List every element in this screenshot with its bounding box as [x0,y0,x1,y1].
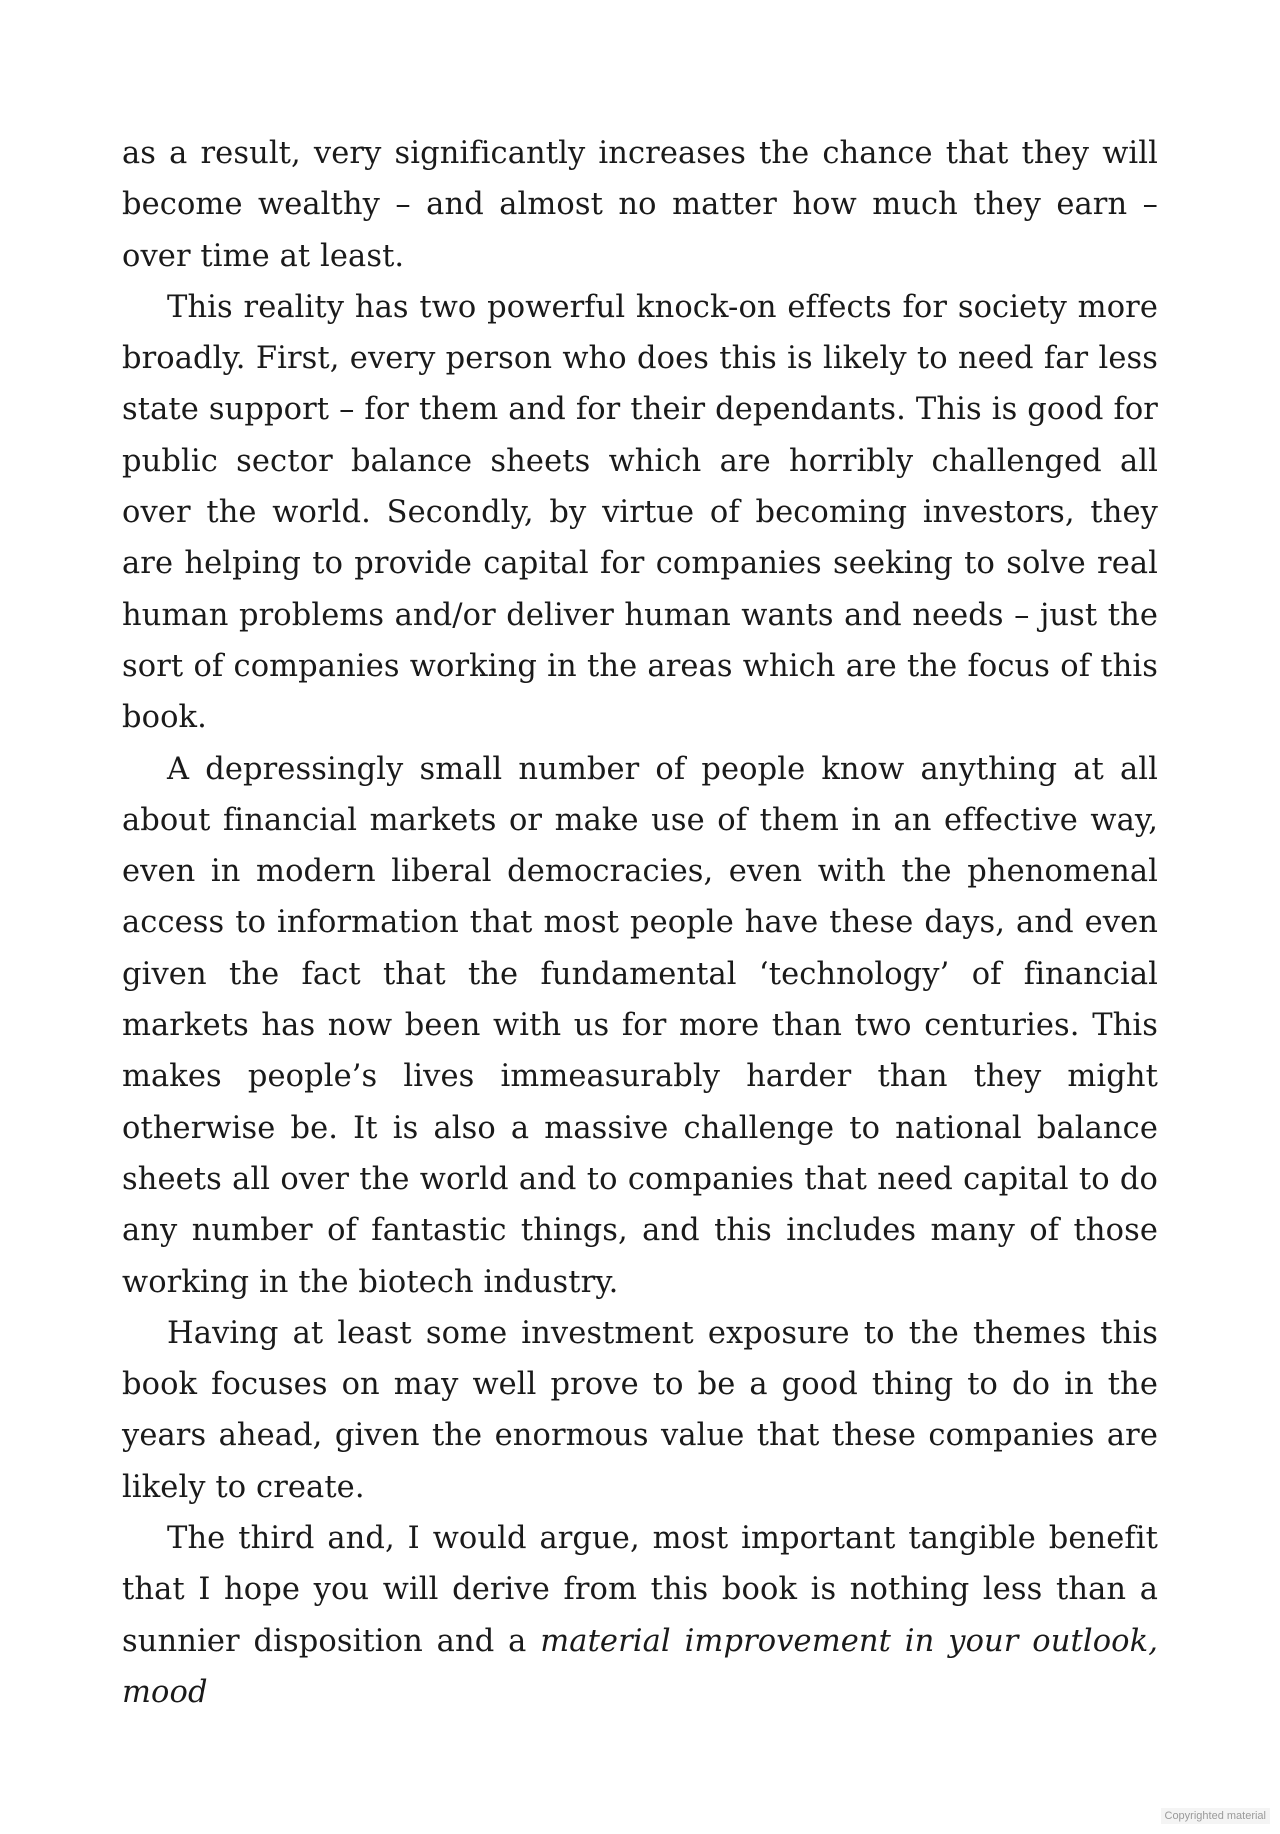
paragraph-3: A depressingly small number of people know anything at all about financial markets or make use of them in an effective way, even in modern liberal democracies, even with the phenomenal access to information that most people have these days, and even given the fact that the fundamental ‘technology’ of financial markets has now been with us for more than two centuries. This makes people’s lives immeasurably harder than they might otherwise be. It is also a massive challenge to national balance sheets all over the world and to companies that need capital to do any number of fantastic things, and this includes many of those working in the biotech industry. [122,751,1158,1300]
paragraph-4: Having at least some investment exposure to the themes this book focuses on may well prove to be a good thing to do in the years ahead, given the enormous value that these companies are likely to create. [122,1315,1158,1505]
copyright-watermark: Copyrighted material [1161,1808,1271,1824]
paragraph-5-emphasis: material improvement in your outlook, mood [122,1623,1158,1710]
body-text [122,128,1158,1718]
paragraph-5 [122,1513,1158,1718]
paragraph-1: as a result, very significantly increases the chance that they will become wealthy – and almost no matter how much they earn – over time at least. [122,136,1158,274]
paragraph-5-text: The third and, I would argue, most important tangible benefit that I hope you will derive from this book is nothing less than a sunnier disposition and a [122,1521,1158,1659]
paragraph-2: This reality has two powerful knock-on effects for society more broadly. First, every person who does this is likely to need far less state support – for them and for their dependants. This is good for public sector balance sheets which are horribly challenged all over the world. Secondly, by virtue of becoming investors, they are helping to provide capital for companies seeking to solve real human problems and/or deliver human wants and needs – just the sort of companies working in the areas which are the focus of this book. [122,289,1158,736]
